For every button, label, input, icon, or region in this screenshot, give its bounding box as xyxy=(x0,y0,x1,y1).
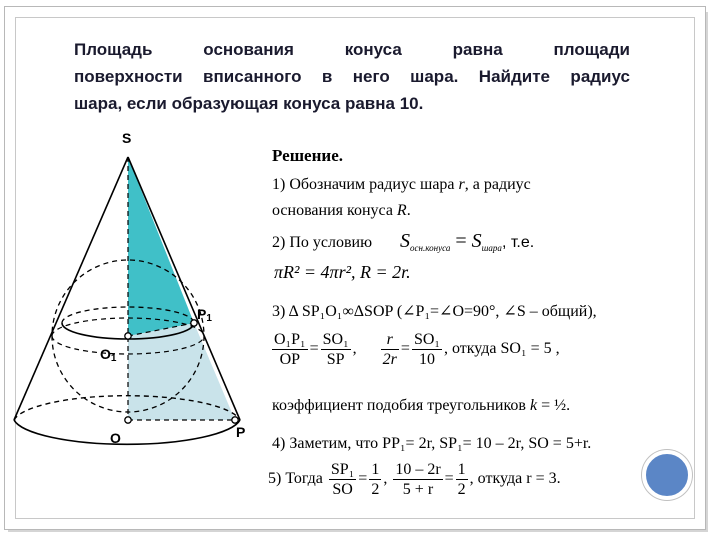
step-3-coefficient: коэффициент подобия треугольников k = ½. xyxy=(272,397,571,414)
label-p1: P1 xyxy=(197,306,212,324)
cone-left-generatrix xyxy=(14,157,128,420)
step-3-line: 3) Δ SP₁O₁∞ΔSOP (∠P₁=∠O=90°, ∠S – общий), xyxy=(272,303,597,320)
solution-heading: Решение. xyxy=(272,146,343,165)
decorative-circle xyxy=(642,450,692,500)
problem-line-2: поверхности вписанного в него шара. Найдите радиус xyxy=(74,67,630,86)
step-2-line: 2) По условию $S_{осн.конуса} = S_{шара}$, т.е. xyxy=(272,230,535,254)
label-p: P xyxy=(236,424,246,440)
label-s: S xyxy=(122,130,132,146)
label-o1: O1 xyxy=(100,346,117,364)
step-3-proportion: $\frac{\text{O₁P₁}}{OP}$ = $\frac{\text{SO₁}}{SP}$ , $\frac{r}{2r}$ = $\frac{\text{SO₁}}{10}$ , откуда SO₁ = 5 , xyxy=(274,331,560,368)
problem-line-1: Площадь основания конуса равна площади xyxy=(74,40,630,59)
fraction-o1p1-op: $\frac{\text{O₁P₁}}{OP}$ xyxy=(274,331,306,368)
problem-statement xyxy=(74,36,630,117)
fraction-1-2-a: $\frac{1}{2}$ xyxy=(371,461,380,498)
step-2-formula: πR² = 4πr², R = 2r. xyxy=(274,262,411,282)
point-o1 xyxy=(125,333,131,339)
step-5-line: 5) Тогда $\frac{\text{SP₁}}{SO}$ = $\frac{1}{2}$ , $\frac{10 - 2r}{5 + r}$ = $\frac{1}{2}$ , откуда r = 3. xyxy=(268,461,561,498)
fraction-so1-10: $\frac{\text{SO₁}}{10}$ xyxy=(413,331,440,368)
problem-line-3: шара, если образующая конуса равна 10. xyxy=(74,94,424,113)
label-o: O xyxy=(110,430,121,446)
point-p xyxy=(232,417,238,423)
fraction-r-2r: $\frac{r}{2r}$ xyxy=(382,331,397,368)
step-1-line-2: основания конуса R. xyxy=(272,202,411,219)
point-o xyxy=(125,417,131,423)
fraction-1-2-b: $\frac{1}{2}$ xyxy=(457,461,466,498)
step-4-line: 4) Заметим, что PP₁= 2r, SP₁= 10 – 2r, SO = 5+r. xyxy=(272,435,592,452)
cone-diagram xyxy=(0,120,270,460)
fraction-10-2r-5-r: $\frac{10 - 2r}{5 + r}$ xyxy=(395,461,441,498)
fraction-sp1-so: $\frac{\text{SP₁}}{SO}$ xyxy=(330,461,355,498)
step-1-line-1: 1) Обозначим радиус шара r, а радиус xyxy=(272,176,531,193)
fraction-so1-sp: $\frac{\text{SO₁}}{SP}$ xyxy=(322,331,349,368)
